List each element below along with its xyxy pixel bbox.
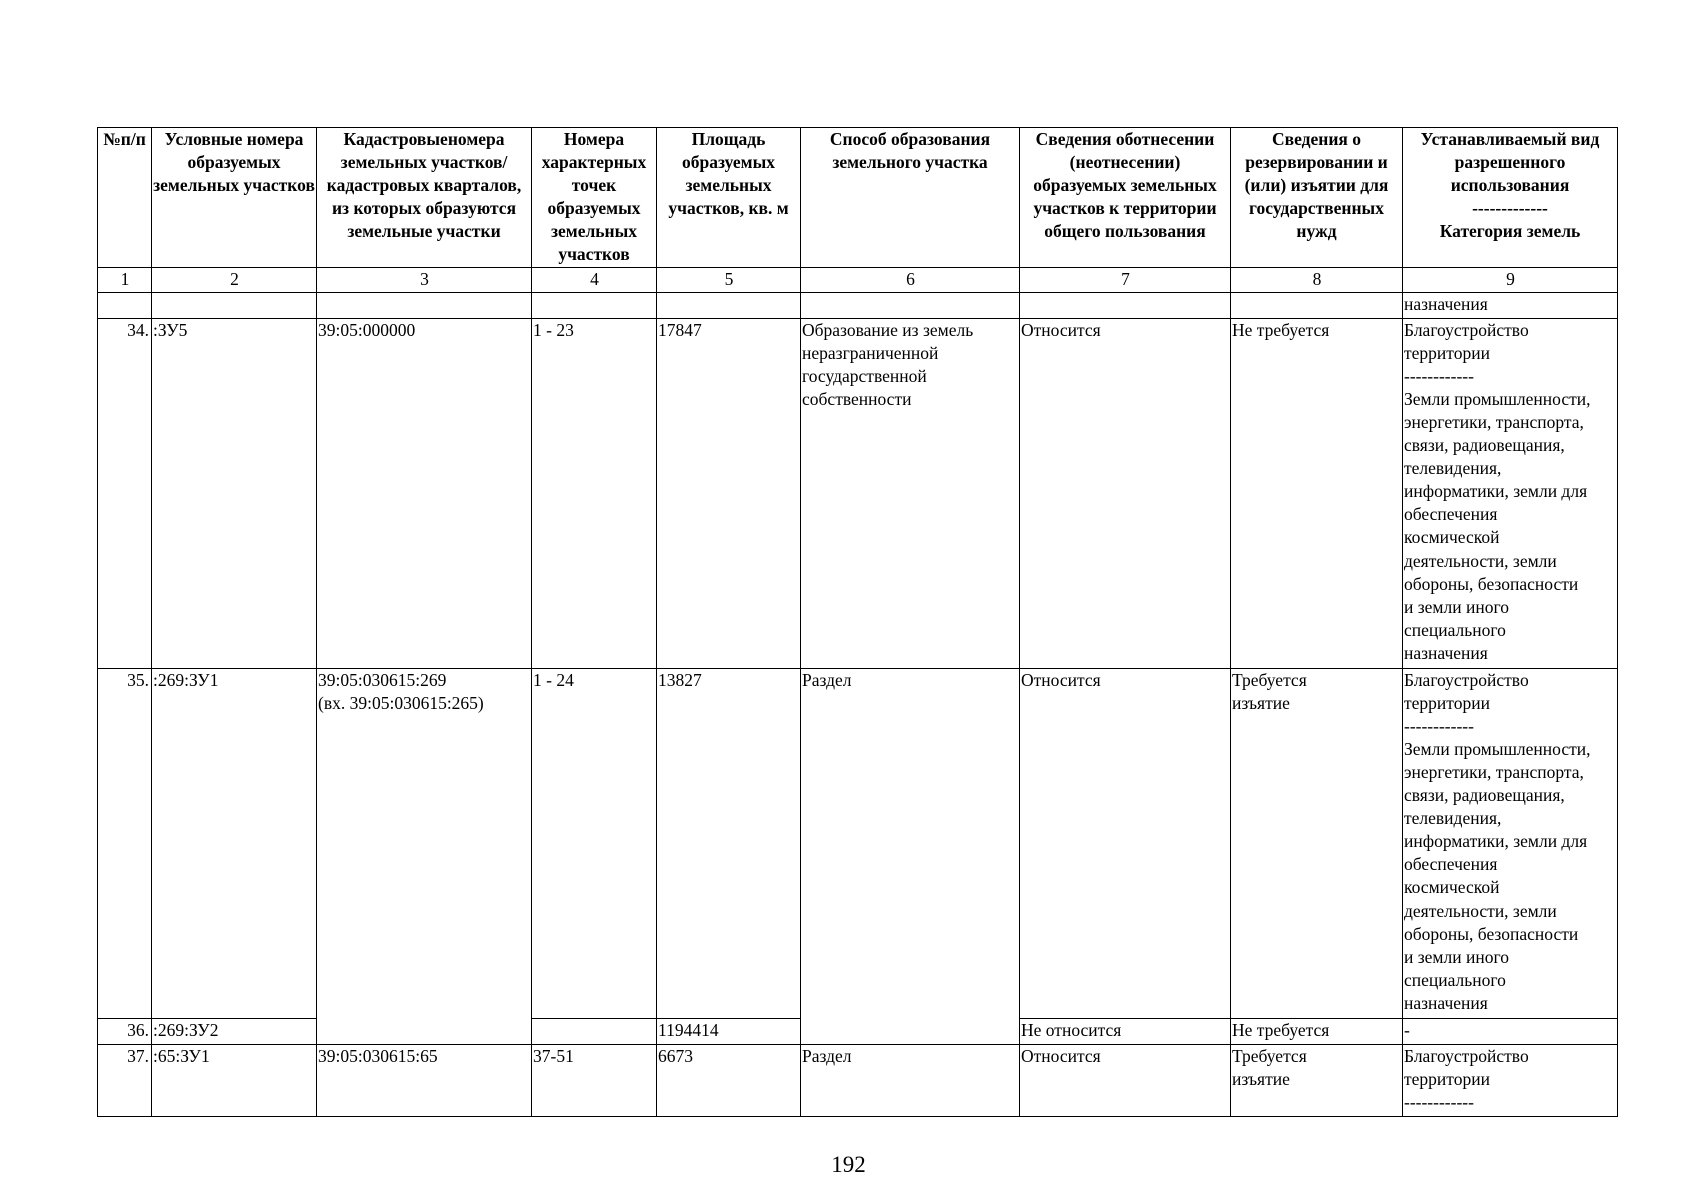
header-area: Площадь образуемых земельных участков, кв. м: [657, 128, 801, 268]
characteristic-points: 37-51: [532, 1044, 657, 1116]
row-number: 35.: [98, 668, 152, 1018]
header-public-use: Сведения оботнесении (неотнесении) образуемых земельных участков к территории общего пользования: [1020, 128, 1231, 268]
plot-area: 1194414: [657, 1018, 801, 1044]
reservation-status: Требуется изъятие: [1231, 1044, 1403, 1116]
column-number: 9: [1403, 267, 1618, 292]
formation-method: Раздел: [801, 1044, 1020, 1116]
use-category: -: [1403, 1018, 1618, 1044]
column-number: 8: [1231, 267, 1403, 292]
cadastral-number: 39:05:000000: [317, 318, 532, 668]
formation-method: Раздел: [801, 668, 1020, 1044]
plot-id: :269:ЗУ2: [152, 1018, 317, 1044]
header-row: [98, 128, 1618, 268]
table-row: [98, 668, 1618, 1018]
land-plots-table: [97, 127, 1618, 1117]
row-number: 36.: [98, 1018, 152, 1044]
plot-area: 6673: [657, 1044, 801, 1116]
reservation-status: Требуется изъятие: [1231, 668, 1403, 1018]
column-number: 1: [98, 267, 152, 292]
table-row: [98, 318, 1618, 668]
use-category: Благоустройство территории ------------ Земли промышленности, энергетики, транспорта, связи, радиовещания, телевидения, информатики, земли для обеспечения космической деятельности, земли обороны, безопасности и земли иного специального назначения: [1403, 318, 1618, 668]
continuation-text: назначения: [1403, 292, 1618, 318]
cadastral-number: 39:05:030615:65: [317, 1044, 532, 1116]
header-number: №п/п: [98, 128, 152, 268]
column-number: 7: [1020, 267, 1231, 292]
characteristic-points: [532, 1018, 657, 1044]
plot-id: :65:ЗУ1: [152, 1044, 317, 1116]
table-row: [98, 1044, 1618, 1116]
header-method: Способ образования земельного участка: [801, 128, 1020, 268]
reservation-status: Не требуется: [1231, 318, 1403, 668]
formation-method: Образование из земель неразграниченной государственной собственности: [801, 318, 1020, 668]
plot-id: :269:ЗУ1: [152, 668, 317, 1018]
row-number: 37.: [98, 1044, 152, 1116]
cadastral-number: 39:05:030615:269 (вх. 39:05:030615:265): [317, 668, 532, 1044]
row-number: 34.: [98, 318, 152, 668]
characteristic-points: 1 - 24: [532, 668, 657, 1018]
header-cadastral: Кадастровыеномера земельных участков/кадастровых кварталов, из которых образуются земельные участки: [317, 128, 532, 268]
column-number: 5: [657, 267, 801, 292]
column-number: 2: [152, 267, 317, 292]
reservation-status: Не требуется: [1231, 1018, 1403, 1044]
column-number: 3: [317, 267, 532, 292]
use-category: Благоустройство территории ------------: [1403, 1044, 1618, 1116]
header-use-category: Устанавливаемый вид разрешенного использования ------------- Категория земель: [1403, 128, 1618, 268]
page-number: 192: [831, 1152, 866, 1177]
plot-area: 17847: [657, 318, 801, 668]
header-reservation: Сведения о резервировании и (или) изъятии для государственных нужд: [1231, 128, 1403, 268]
use-category: Благоустройство территории ------------ Земли промышленности, энергетики, транспорта, связи, радиовещания, телевидения, информатики, земли для обеспечения космической деятельности, земли обороны, безопасности и земли иного специального назначения: [1403, 668, 1618, 1018]
column-number: 4: [532, 267, 657, 292]
continuation-row: [98, 292, 1618, 318]
characteristic-points: 1 - 23: [532, 318, 657, 668]
header-points: Номера характерных точек образуемых земельных участков: [532, 128, 657, 268]
column-number-row: [98, 267, 1618, 292]
plot-area: 13827: [657, 668, 801, 1018]
public-use-status: Относится: [1020, 668, 1231, 1018]
public-use-status: Относится: [1020, 1044, 1231, 1116]
public-use-status: Не относится: [1020, 1018, 1231, 1044]
header-plot-ids: Условные номера образуемых земельных участков: [152, 128, 317, 268]
public-use-status: Относится: [1020, 318, 1231, 668]
column-number: 6: [801, 267, 1020, 292]
plot-id: :ЗУ5: [152, 318, 317, 668]
